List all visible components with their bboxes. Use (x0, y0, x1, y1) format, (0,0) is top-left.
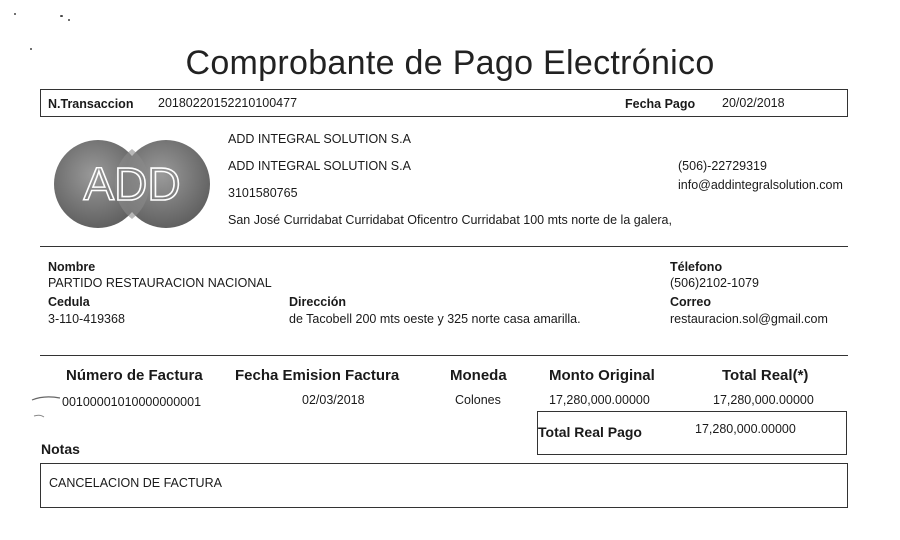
payment-date-label: Fecha Pago (625, 97, 696, 111)
issuer-address: San José Curridabat Curridabat Oficentro Curridabat 100 mts norte de la galera, (228, 213, 672, 227)
client-address-label: Dirección (289, 295, 346, 309)
transaction-label: N.Transaccion (48, 97, 134, 111)
issuer-name-1: ADD INTEGRAL SOLUTION S.A (228, 132, 411, 146)
scan-speck (60, 15, 63, 17)
col-header-issue-date: Fecha Emision Factura (235, 367, 400, 384)
invoice-currency: Colones (455, 393, 501, 407)
invoice-number: 00100001010000000001 (62, 395, 202, 409)
notes-text: CANCELACION DE FACTURA (49, 476, 222, 490)
col-header-invoice-number: Número de Factura (66, 367, 203, 384)
logo-text: ADD (83, 158, 181, 210)
issuer-phone: (506)-22729319 (678, 159, 767, 173)
col-header-total-real: Total Real(*) (722, 367, 809, 384)
divider (40, 246, 848, 247)
col-header-currency: Moneda (450, 367, 507, 384)
client-email: restauracion.sol@gmail.com (670, 312, 828, 326)
issuer-id: 3101580765 (228, 186, 298, 200)
invoice-issue-date: 02/03/2018 (302, 393, 365, 407)
client-email-label: Correo (670, 295, 711, 309)
scan-speck (14, 13, 16, 15)
issuer-name-2: ADD INTEGRAL SOLUTION S.A (228, 159, 411, 173)
client-name-label: Nombre (48, 260, 96, 274)
notes-label: Notas (41, 441, 80, 457)
scan-smudge (30, 392, 64, 422)
client-name: PARTIDO RESTAURACION NACIONAL (48, 276, 272, 290)
invoice-original-amount: 17,280,000.00000 (549, 393, 650, 407)
issuer-email: info@addintegralsolution.com (678, 178, 843, 192)
transaction-number: 20180220152210100477 (158, 96, 298, 110)
add-logo (52, 138, 212, 230)
scan-speck (68, 19, 70, 21)
client-phone: (506)2102-1079 (670, 276, 759, 290)
payment-date: 20/02/2018 (722, 96, 785, 110)
client-id-label: Cedula (48, 295, 90, 309)
client-address: de Tacobell 200 mts oeste y 325 norte casa amarilla. (289, 312, 581, 326)
document-title: Comprobante de Pago Electrónico (185, 44, 715, 82)
col-header-original-amount: Monto Original (549, 367, 655, 384)
divider (40, 355, 848, 356)
total-value: 17,280,000.00000 (695, 422, 796, 436)
client-id: 3-110-419368 (48, 312, 125, 326)
client-phone-label: Télefono (670, 260, 723, 274)
total-label: Total Real Pago (538, 424, 642, 440)
invoice-total-real: 17,280,000.00000 (713, 393, 814, 407)
